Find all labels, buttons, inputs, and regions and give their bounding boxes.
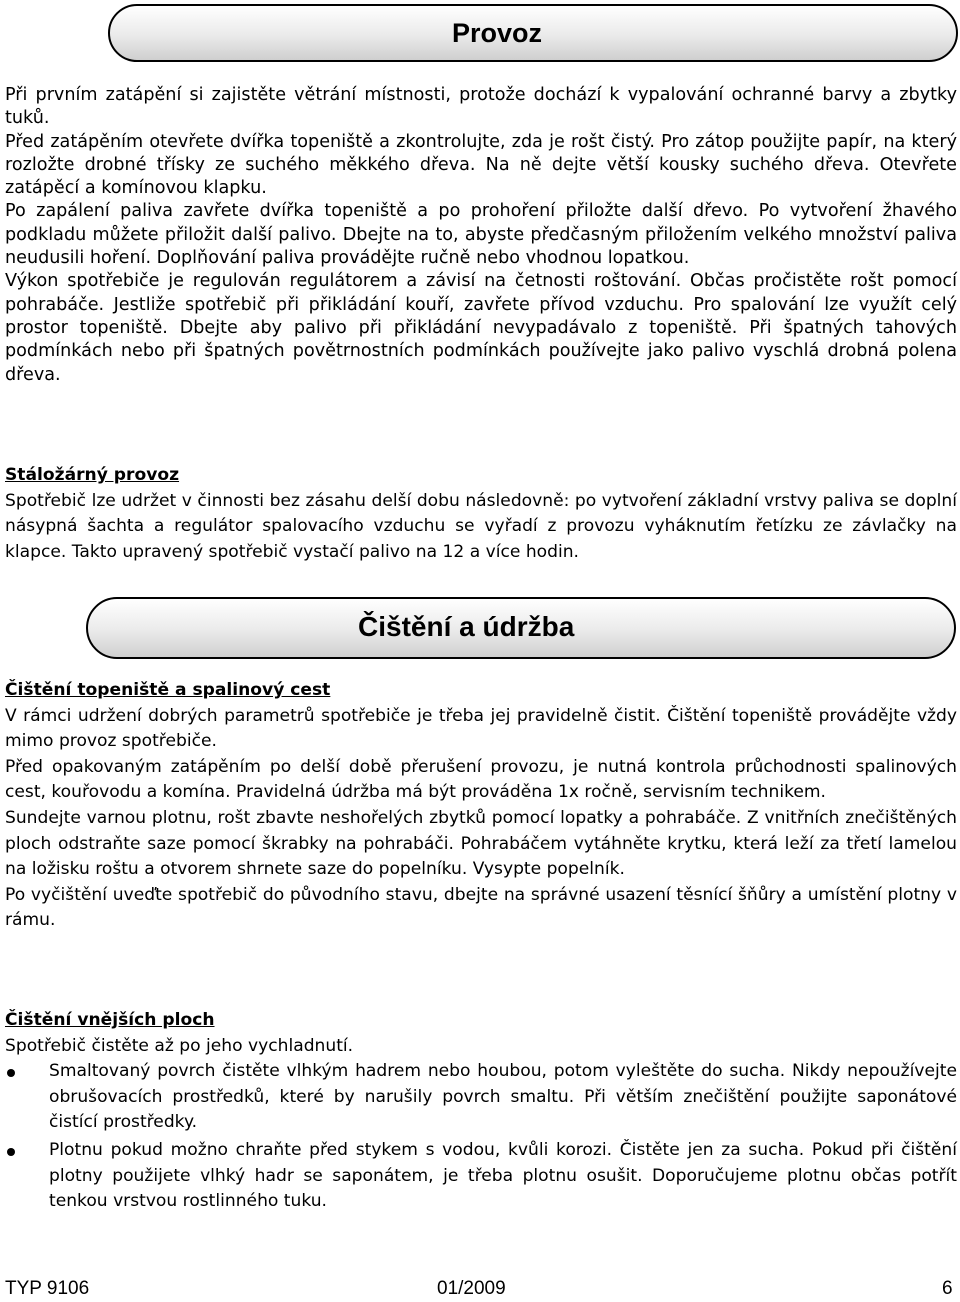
provoz-text-4: Výkon spotřebiče je regulován regulátorem a závisí na četnosti roštování. Občas pročistěte rošt pomocí pohrabáče. Jestliže spotřebič při přikládání kouří, zavřete přívod vzduchu. Pro spalování lze využít celý prostor topeniště. Dbejte aby palivo při přikládání nevypadávalo z topeniště. Při špatných tahových podmínkách nebo při špatných povětrnostních podmínkách používejte jako palivo vyschlá drobná polena dřeva. bbox=[5, 271, 957, 385]
section-banner-provoz bbox=[108, 4, 958, 62]
provoz-text-2: Před zatápěním otevřete dvířka topeniště a zkontrolujte, zda je rošt čistý. Pro zátop použijte papír, na který rozložte drobné třísky ze suchého měkkého dřeva. Na ně dejte větší kousky suchého dřeva. Otevřete zatápěcí a komínovou klapku. bbox=[5, 131, 957, 199]
footer-page-number: 6 bbox=[942, 1278, 953, 1299]
section-title-cisteni: Čištění a údržba bbox=[358, 611, 575, 642]
topeniste-text-3: Sundejte varnou plotnu, rošt zbavte neshořelých zbytků pomocí lopatky a pohrabáče. Z vnitřních znečištěných ploch odstraňte saze pomocí škrabky na pohrabáči. Pohrabáčem vytáhněte krytku, která leží za třetí lamelou na ložisku roštu a otvorem shrnete saze do popelníku. Vysypte popelník. bbox=[5, 807, 957, 880]
list-item-text: Plotnu pokud možno chraňte před stykem s vodou, kvůli korozi. Čistěte jen za sucha. Pokud při čištění plotny použijete vlhký hadr se saponátem, je třeba plotnu osušit. Doporučujeme plotnu občas potřít tenkou vrstvou rostlinného tuku. bbox=[49, 1140, 957, 1212]
stalozarny-section bbox=[5, 463, 957, 565]
vnejsi-heading: Čištění vnějších ploch bbox=[5, 1010, 215, 1030]
list-item-text: Smaltovaný povrch čistěte vlhkým hadrem nebo houbou, potom vyleštěte do sucha. Nikdy nepoužívejte obrušovacích prostředků, které by narušily povrch smaltu. Při větším znečištění použijte saponátové čistící prostředky. bbox=[49, 1061, 957, 1133]
vnejsi-intro: Spotřebič čistěte až po jeho vychladnutí. bbox=[5, 1035, 354, 1056]
provoz-text-1: Při prvním zatápění si zajistěte větrání místnosti, protože dochází k vypalování ochranné barvy a zbytky tuků. bbox=[5, 85, 957, 129]
topeniste-heading: Čištění topeniště a spalinový cest bbox=[5, 680, 331, 700]
section-title-provoz: Provoz bbox=[452, 18, 543, 48]
section-banner-cisteni bbox=[86, 597, 956, 659]
provoz-paragraph bbox=[5, 84, 957, 387]
topeniste-text-1: V rámci udržení dobrých parametrů spotřebiče je třeba jej pravidelně čistit. Čištění topeniště provádějte vždy mimo provoz spotřebiče. bbox=[5, 705, 957, 752]
provoz-text-3: Po zapálení paliva zavřete dvířka topeniště a po prohoření přiložte další dřevo. Po vytvoření žhavého podkladu můžete přiložit další palivo. Dbejte na to, abyste předčasným přiložením velkého množství paliva neudusili hoření. Doplňování paliva provádějte ručně nebo vhodnou lopatkou. bbox=[5, 201, 957, 269]
stalozarny-text: Spotřebič lze udržet v činnosti bez zásahu delší dobu následovně: po vytvoření základní vrstvy paliva se doplní násypná šachta a regulátor spalovacího vzduchu se vyřadí z provozu vyháknutím řetízku ze závlačky na klapce. Takto upravený spotřebič vystačí palivo na 12 a více hodin. bbox=[5, 490, 957, 562]
topeniste-text-2: Před opakovaným zatápěním po delší době přerušení provozu, je nutná kontrola průchodnosti spalinových cest, kouřovodu a komína. Pravidelná údržba má být prováděna 1x ročně, servisním technikem. bbox=[5, 756, 957, 803]
stalozarny-heading: Stáložárný provoz bbox=[5, 465, 180, 485]
topeniste-section bbox=[5, 678, 957, 934]
list-item bbox=[5, 1138, 957, 1215]
topeniste-text-4: Po vyčištění uveďte spotřebič do původního stavu, dbejte na správné usazení těsnící šňůry a umístění plotny v rámu. bbox=[5, 884, 957, 931]
vnejsi-section bbox=[5, 1008, 957, 1059]
footer-date: 01/2009 bbox=[437, 1278, 506, 1299]
bullet-icon bbox=[5, 1059, 25, 1094]
list-item bbox=[5, 1059, 957, 1136]
bullet-icon bbox=[5, 1138, 25, 1173]
footer-model: TYP 9106 bbox=[5, 1278, 90, 1299]
